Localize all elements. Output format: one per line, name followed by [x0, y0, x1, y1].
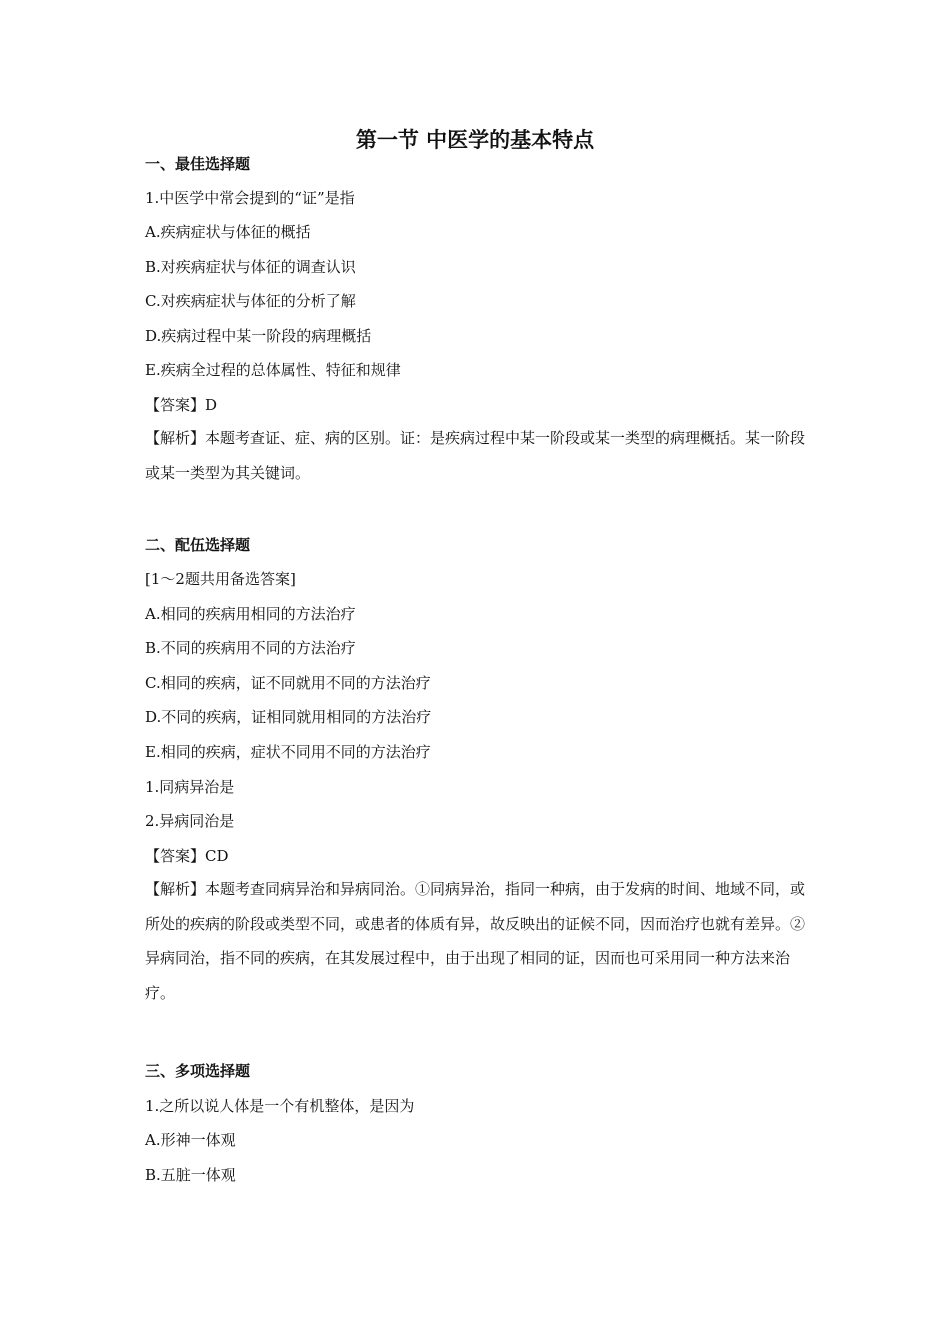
shared-options-intro: [1～2题共用备选答案] — [145, 570, 296, 588]
section-heading-2: 二、配伍选择题 — [145, 536, 251, 554]
option-a: A.相同的疾病用相同的方法治疗 — [145, 605, 356, 623]
option-a: A.形神一体观 — [145, 1131, 236, 1149]
option-c: C.相同的疾病，证不同就用不同的方法治疗 — [145, 674, 431, 692]
option-b: B.对疾病症状与体征的调查认识 — [145, 258, 356, 276]
answer-text: 【答案】CD — [145, 847, 229, 865]
question-text: 1.之所以说人体是一个有机整体，是因为 — [145, 1097, 415, 1115]
option-b: B.五脏一体观 — [145, 1166, 236, 1184]
option-d: D.不同的疾病，证相同就用相同的方法治疗 — [145, 708, 432, 726]
answer-text: 【答案】D — [145, 396, 218, 414]
section-heading-3: 三、多项选择题 — [145, 1062, 251, 1080]
option-d: D.疾病过程中某一阶段的病理概括 — [145, 327, 372, 345]
analysis-text: 【解析】本题考查证、症、病的区别。证：是疾病过程中某一阶段或某一类型的病理概括。某一阶段或某一类型为其关键词。 — [145, 429, 806, 482]
question-text: 2.异病同治是 — [145, 812, 235, 830]
section-heading-1: 一、最佳选择题 — [145, 155, 251, 173]
option-a: A.疾病症状与体征的概括 — [145, 223, 311, 241]
question-text: 1.同病异治是 — [145, 778, 235, 796]
option-e: E.疾病全过程的总体属性、特征和规律 — [145, 361, 401, 379]
page-title: 第一节 中医学的基本特点 — [355, 128, 595, 152]
option-c: C.对疾病症状与体征的分析了解 — [145, 292, 356, 310]
question-text: 1.中医学中常会提到的“证”是指 — [145, 189, 355, 207]
option-b: B.不同的疾病用不同的方法治疗 — [145, 639, 356, 657]
option-e: E.相同的疾病，症状不同用不同的方法治疗 — [145, 743, 431, 761]
analysis-text: 【解析】本题考查同病异治和异病同治。①同病异治，指同一种病，由于发病的时间、地域不同，或所处的疾病的阶段或类型不同，或患者的体质有异，故反映出的证候不同，因而治疗也就有差异。②异病同治，指不同的疾病，在其发展过程中，由于出现了相同的证，因而也可采用同一种方法来治疗。 — [145, 880, 806, 1002]
